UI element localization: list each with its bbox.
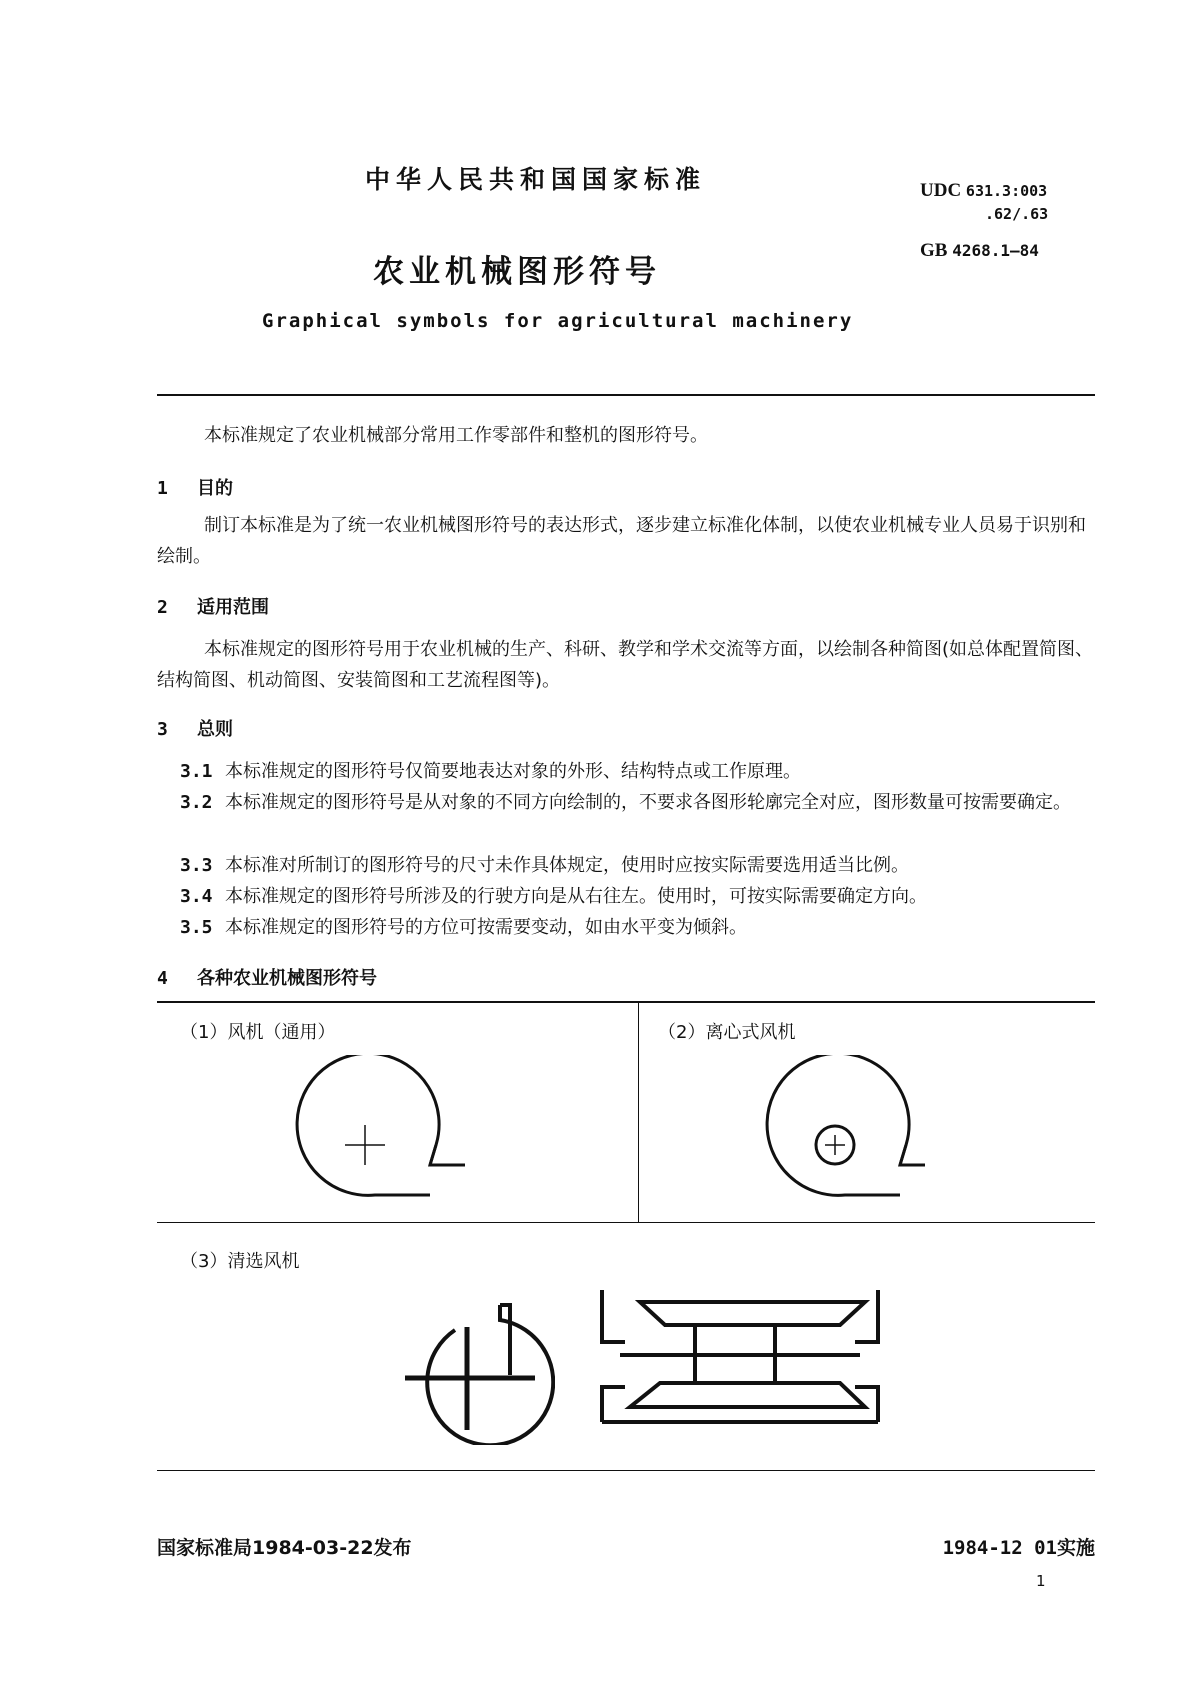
- rule-item: [157, 881, 1095, 912]
- document-title: 农业机械图形符号: [373, 254, 661, 290]
- section-title: 适用范围: [197, 597, 269, 618]
- section-number: 3: [157, 719, 168, 740]
- impeller-blades: [405, 1327, 535, 1430]
- figure-3-caption: （3）清选风机: [180, 1251, 300, 1272]
- fan-casing-outline: [297, 1055, 439, 1195]
- fan-outlet: [900, 1145, 925, 1165]
- document-title-english: Graphical symbols for agricultural machinery: [262, 310, 854, 332]
- issue-date: 国家标准局1984-03-22发布: [157, 1537, 412, 1559]
- rule-text: 本标准规定的图形符号的方位可按需要变动，如由水平变为倾斜。: [225, 917, 747, 938]
- section-4-heading: [157, 964, 377, 990]
- section-1-heading: [157, 474, 233, 500]
- rule-item: [157, 756, 1095, 787]
- fan-casing-outline: [427, 1305, 553, 1445]
- cleaning-fan-side-symbol: [395, 1285, 555, 1445]
- standard-name: 中华人民共和国国家标准: [365, 165, 707, 194]
- section-2-paragraph: 本标准规定的图形符号用于农业机械的生产、科研、教学和学术交流等方面，以绘制各种简图(如总体配置简图、结构简图、机动简图、安装简图和工艺流程图等)。: [157, 639, 1094, 691]
- figure-table-divider: [638, 1001, 639, 1223]
- rule-number: 3.1: [180, 761, 213, 782]
- page-number: 1: [1036, 1572, 1046, 1590]
- cleaning-fan-front-symbol: [590, 1285, 890, 1445]
- section-number: 1: [157, 478, 168, 499]
- figure-table-bottom-rule: [157, 1470, 1095, 1471]
- rule-number: 3.5: [180, 917, 213, 938]
- bracket-bottom-left: [602, 1387, 625, 1422]
- rule-item: [157, 850, 1095, 881]
- section-1-paragraph: 制订本标准是为了统一农业机械图形符号的表达形式，逐步建立标准化体制，以使农业机械专业人员易于识别和绘制。: [157, 515, 1086, 567]
- section-3-heading: [157, 715, 233, 741]
- bracket-top-right: [855, 1290, 878, 1342]
- centrifugal-fan-symbol: [760, 1055, 940, 1205]
- rule-number: 3.2: [180, 792, 213, 813]
- rule-text: 本标准规定的图形符号是从对象的不同方向绘制的，不要求各图形轮廓完全对应，图形数量可按需要确定。: [225, 792, 1071, 813]
- fan-outlet: [430, 1145, 465, 1165]
- bracket-top-left: [602, 1290, 625, 1342]
- section-number: 4: [157, 968, 168, 989]
- figure-table-middle-rule: [157, 1222, 1095, 1223]
- udc-code: [920, 180, 1047, 202]
- fan-general-symbol: [290, 1055, 470, 1205]
- section-2-heading: [157, 593, 269, 619]
- gb-code: [920, 240, 1039, 262]
- gb-number: 4268.1—84: [952, 241, 1039, 260]
- rule-text: 本标准规定的图形符号所涉及的行驶方向是从右往左。使用时，可按实际需要确定方向。: [225, 886, 927, 907]
- rule-item: [157, 787, 1095, 818]
- header-rule: [157, 394, 1095, 396]
- figure-2-caption: （2）离心式风机: [658, 1022, 796, 1043]
- rule-text: 本标准对所制订的图形符号的尺寸未作具体规定，使用时应按实际需要选用适当比例。: [225, 855, 909, 876]
- gb-label: GB: [920, 240, 948, 261]
- intro-paragraph: 本标准规定了农业机械部分常用工作零部件和整机的图形符号。: [204, 425, 708, 446]
- figure-1-caption: （1）风机（通用）: [180, 1022, 336, 1043]
- rule-item: [157, 912, 1095, 943]
- rule-text: 本标准规定的图形符号仅简要地表达对象的外形、结构特点或工作原理。: [225, 761, 801, 782]
- rule-number: 3.4: [180, 886, 213, 907]
- impeller-center-cross: [825, 1135, 845, 1155]
- udc-number: 631.3:003: [965, 182, 1048, 200]
- udc-label: UDC: [920, 180, 962, 201]
- section-title: 总则: [197, 719, 233, 740]
- upper-rotor: [640, 1302, 865, 1325]
- figure-table-top-rule: [157, 1001, 1095, 1003]
- section-number: 2: [157, 597, 168, 618]
- udc-code-continued: .62/.63: [985, 205, 1049, 223]
- bracket-bottom-right: [855, 1387, 878, 1422]
- rule-number: 3.3: [180, 855, 213, 876]
- section-title: 目的: [197, 478, 233, 499]
- effective-date: 1984-12 01实施: [942, 1537, 1095, 1559]
- section-title: 各种农业机械图形符号: [197, 968, 377, 989]
- lower-rotor: [630, 1383, 865, 1407]
- fan-center-cross: [345, 1125, 385, 1165]
